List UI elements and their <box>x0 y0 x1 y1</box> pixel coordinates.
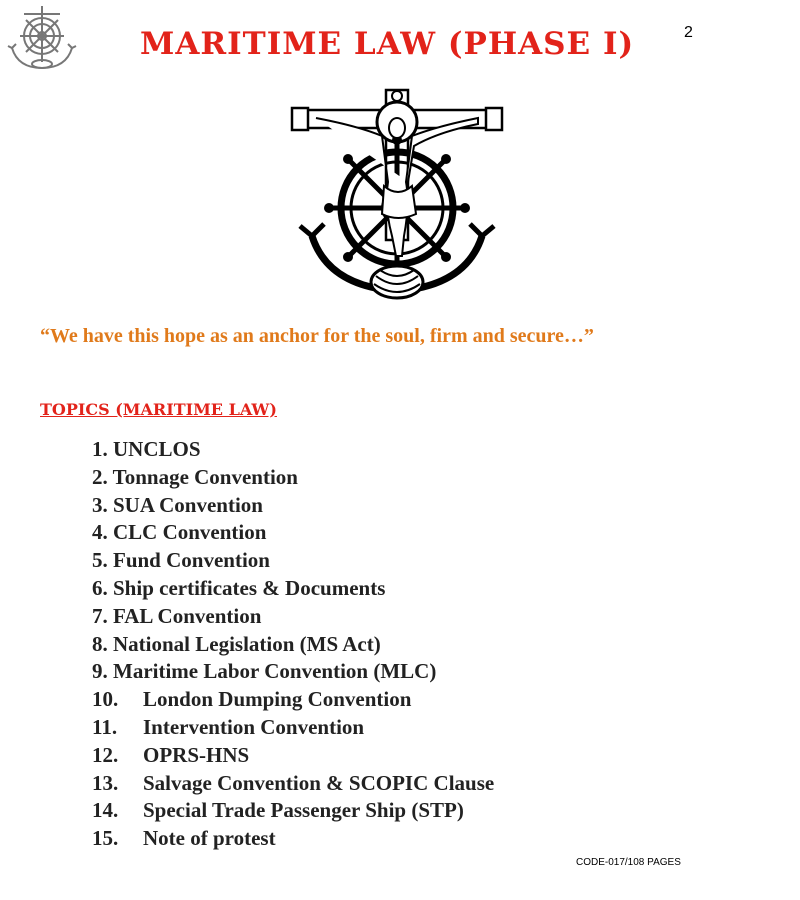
crucifix-anchor-emblem-icon <box>288 86 506 308</box>
list-item: 5. Fund Convention <box>92 548 270 573</box>
anchor-wheel-logo-icon <box>4 2 80 74</box>
list-item: 4. CLC Convention <box>92 520 267 545</box>
list-item: 3. SUA Convention <box>92 492 263 517</box>
list-item: 9. Maritime Labor Convention (MLC) <box>92 659 437 684</box>
topic-list <box>92 436 494 853</box>
list-item: 1. UNCLOS <box>92 437 201 461</box>
list-item: 7. FAL Convention <box>92 603 262 628</box>
list-item: 8. National Legislation (MS Act) <box>92 631 381 656</box>
list-item: 15. Note of protest <box>92 826 276 851</box>
list-item: 13. Salvage Convention & SCOPIC Clause <box>92 770 495 795</box>
page-title: MARITIME LAW (PHASE I) <box>140 26 635 62</box>
topics-heading: TOPICS (MARITIME LAW) <box>40 400 277 419</box>
list-item: 14. Special Trade Passenger Ship (STP) <box>92 798 464 823</box>
anchor-quote: “We have this hope as an anchor for the soul, firm and secure…” <box>40 325 594 347</box>
list-item: 2. Tonnage Convention <box>92 464 298 489</box>
page-footer: CODE-017/108 PAGES <box>576 857 681 868</box>
list-item: 6. Ship certificates & Documents <box>92 575 386 600</box>
list-item: 10. London Dumping Convention <box>92 687 412 712</box>
list-item: 11. Intervention Convention <box>92 714 365 739</box>
page-number: 2 <box>684 24 693 41</box>
list-item: 12. OPRS-HNS <box>92 742 250 767</box>
